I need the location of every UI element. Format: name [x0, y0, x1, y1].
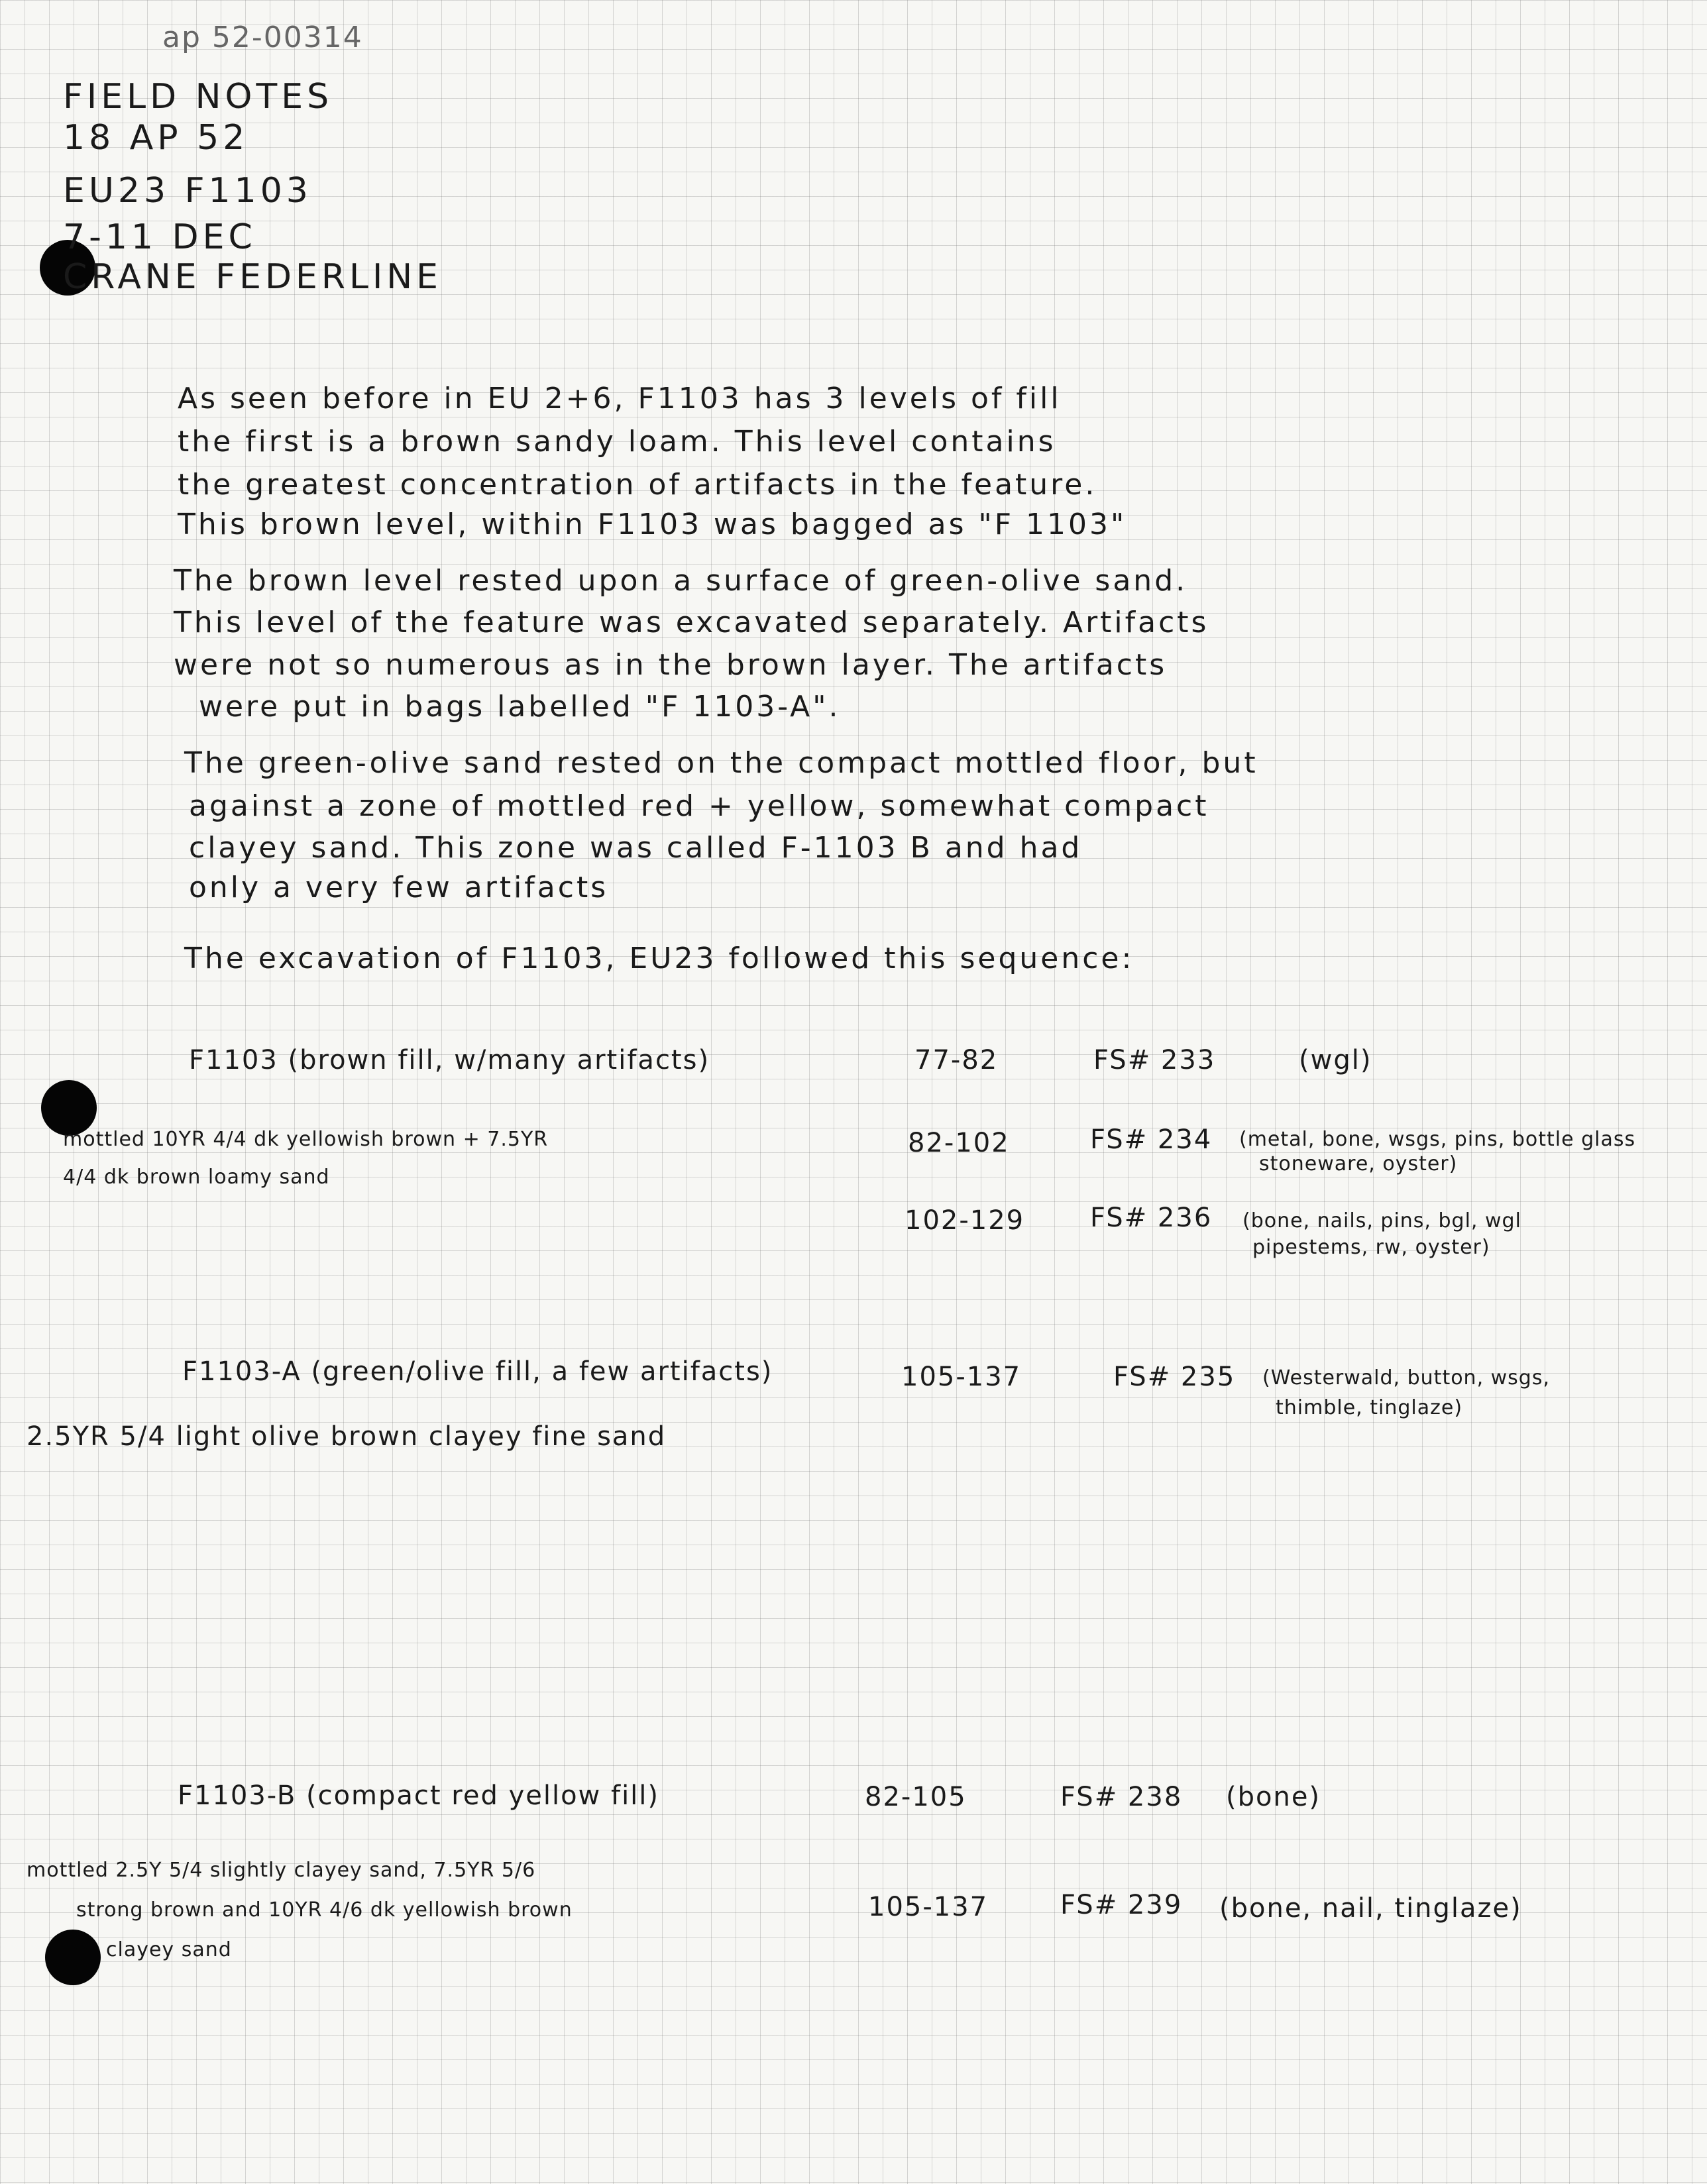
f1103a-soil-line-1: 2.5YR 5/4 light olive brown clayey fine sand — [27, 1421, 667, 1452]
f1103-row-2-depth: 82-102 — [908, 1128, 1010, 1158]
paragraph-1-line-3: the greatest concentration of artifacts in the feature. — [178, 468, 1097, 502]
paragraph-3-line-3: clayey sand. This zone was called F-1103 B and had — [189, 831, 1083, 865]
paragraph-3-line-4: only a very few artifacts — [189, 871, 609, 904]
f1103-row-3-fs: FS# 236 — [1090, 1203, 1213, 1233]
paragraph-1-line-1: As seen before in EU 2+6, F1103 has 3 levels of fill — [178, 382, 1062, 415]
header-date: 18 AP 52 — [63, 118, 249, 158]
f1103-row-2-contents-1: (metal, bone, wsgs, pins, bottle glass — [1239, 1128, 1636, 1151]
f1103-label: F1103 (brown fill, w/many artifacts) — [189, 1045, 710, 1075]
f1103a-row-1-fs: FS# 235 — [1113, 1362, 1236, 1392]
f1103b-row-1-contents: (bone) — [1226, 1782, 1321, 1812]
f1103-row-3-depth: 102-129 — [905, 1205, 1025, 1236]
paragraph-2-line-3: were not so numerous as in the brown layer. The artifacts — [174, 648, 1168, 682]
f1103b-soil-line-2: strong brown and 10YR 4/6 dk yellowish brown — [76, 1898, 573, 1922]
f1103-row-1-fs: FS# 233 — [1093, 1045, 1216, 1075]
f1103b-soil-line-3: clayey sand — [106, 1938, 232, 1961]
f1103-row-3-contents-1: (bone, nails, pins, bgl, wgl — [1242, 1209, 1521, 1232]
f1103b-row-1-fs: FS# 238 — [1060, 1782, 1183, 1812]
paragraph-2-line-1: The brown level rested upon a surface of green-olive sand. — [174, 564, 1188, 598]
f1103b-row-2-depth: 105-137 — [868, 1892, 989, 1922]
f1103b-row-2-fs: FS# 239 — [1060, 1890, 1183, 1920]
paragraph-1-line-2: the first is a brown sandy loam. This level contains — [178, 425, 1056, 459]
f1103b-label: F1103-B (compact red yellow fill) — [178, 1780, 660, 1811]
f1103-row-3-contents-2: pipestems, rw, oyster) — [1252, 1236, 1490, 1259]
paragraph-2-line-4: were put in bags labelled "F 1103-A". — [199, 690, 841, 724]
paragraph-1-line-4: This brown level, within F1103 was bagged as "F 1103" — [178, 508, 1127, 541]
archive-stamp: ap 52-00314 — [162, 21, 363, 54]
f1103-row-2-fs: FS# 234 — [1090, 1124, 1213, 1155]
f1103-row-1-depth: 77-82 — [914, 1045, 999, 1075]
f1103b-row-2-contents: (bone, nail, tinglaze) — [1219, 1893, 1522, 1924]
f1103a-row-1-depth: 105-137 — [901, 1362, 1022, 1392]
f1103b-soil-line-1: mottled 2.5Y 5/4 slightly clayey sand, 7.5YR 5/6 — [27, 1859, 536, 1882]
f1103a-row-1-contents-2: thimble, tinglaze) — [1276, 1396, 1463, 1419]
paragraph-3-line-1: The green-olive sand rested on the compact mottled floor, but — [184, 746, 1258, 780]
header-days: 7-11 DEC — [63, 217, 256, 257]
paragraph-2-line-2: This level of the feature was excavated separately. Artifacts — [174, 606, 1209, 639]
punch-hole-bottom — [45, 1930, 101, 1985]
header-unit: EU23 F1103 — [63, 171, 312, 211]
f1103-row-1-contents: (wgl) — [1299, 1045, 1372, 1075]
f1103-soil-line-2: 4/4 dk brown loamy sand — [63, 1166, 330, 1189]
header-title: FIELD NOTES — [63, 77, 333, 117]
f1103a-label: F1103-A (green/olive fill, a few artifacts) — [182, 1356, 773, 1387]
header-recorder: CRANE FEDERLINE — [63, 257, 443, 297]
f1103a-row-1-contents-1: (Westerwald, button, wsgs, — [1262, 1366, 1551, 1390]
f1103-soil-line-1: mottled 10YR 4/4 dk yellowish brown + 7.5YR — [63, 1128, 549, 1151]
f1103-row-2-contents-2: stoneware, oyster) — [1259, 1152, 1458, 1175]
sequence-intro: The excavation of F1103, EU23 followed this sequence: — [184, 942, 1134, 975]
paragraph-3-line-2: against a zone of mottled red + yellow, somewhat compact — [189, 789, 1209, 823]
f1103b-row-1-depth: 82-105 — [865, 1782, 967, 1812]
